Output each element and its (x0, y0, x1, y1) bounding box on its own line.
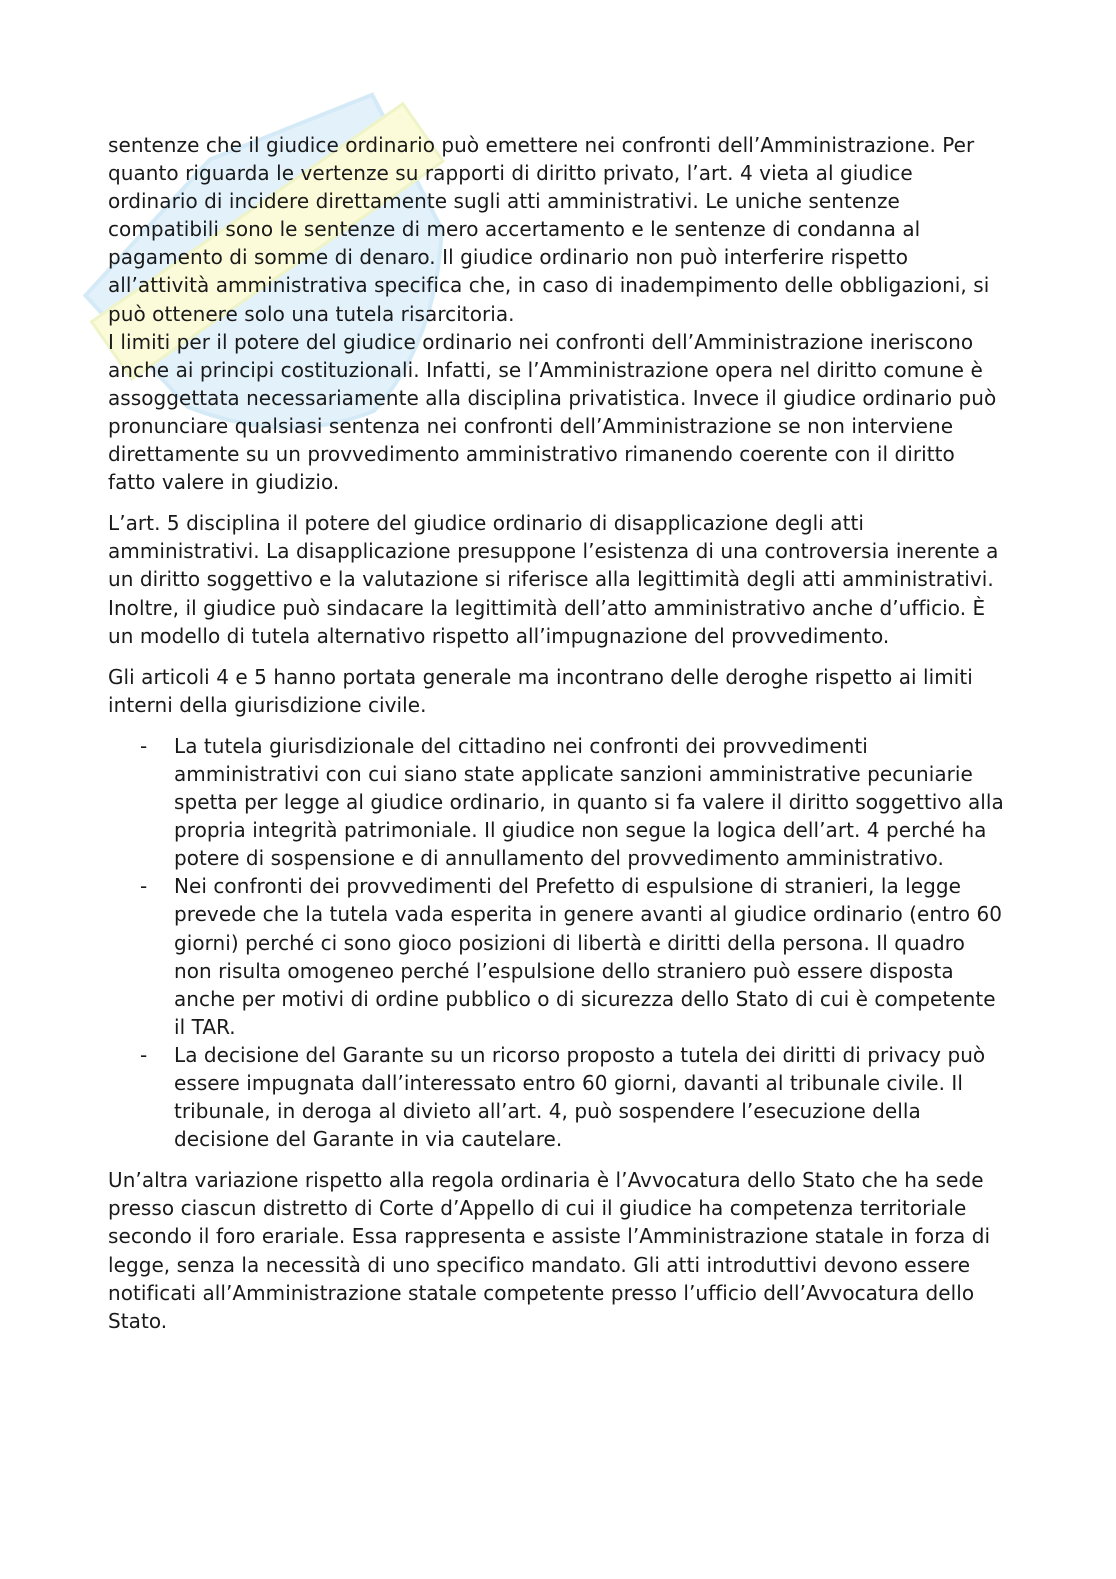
list-dash: - (140, 874, 148, 899)
list-item-text: La tutela giurisdizionale del cittadino nei confronti dei provvedimenti amministrativi con cui siano state applicate sanzioni amministrative pecuniarie spetta per legge al giudice ordinario, in quanto si fa valere il diritto soggettivo alla propria integrità patrimoniale. Il giudice non segue la logica dell’art. 4 perché ha potere di sospensione e di annullamento del provvedimento amministrativo. (174, 733, 1004, 871)
list-item (108, 1041, 1008, 1153)
paragraph-2: L’art. 5 disciplina il potere del giudice ordinario di disapplicazione degli atti amministrativi. La disapplicazione presuppone l’esistenza di una controversia inerente a un diritto soggettivo e la valutazione si riferisce alla legittimità degli atti amministrativi. Inoltre, il giudice può sindacare la legittimità dell’atto amministrativo anche d’ufficio. È un modello di tutela alternativo rispetto all’impugnazione del provvedimento. (108, 511, 999, 648)
derogations-list (108, 732, 1008, 1153)
list-dash: - (140, 733, 148, 758)
paragraph-4: Un’altra variazione rispetto alla regola ordinaria è l’Avvocatura dello Stato che ha sede presso ciascun distretto di Corte d’Appello di cui il giudice ha competenza territoriale secondo il foro erariale. Essa rappresenta e assiste l’Amministrazione statale in forza di legge, senza la necessità di uno specifico mandato. Gli atti introduttivi devono essere notificati all’Amministrazione statale competente presso l’ufficio dell’Avvocatura dello Stato. (108, 1168, 991, 1333)
list-item (108, 732, 1008, 872)
list-item-text: La decisione del Garante su un ricorso proposto a tutela dei diritti di privacy può essere impugnata dall’interessato entro 60 giorni, davanti al tribunale civile. Il tribunale, in deroga al divieto all’art. 4, può sospendere l’esecuzione della decisione del Garante in via cautelare. (174, 1042, 986, 1152)
paragraph-1b: I limiti per il potere del giudice ordinario nei confronti dell’Amministrazione ineriscono anche ai principi costituzionali. Infatti, se l’Amministrazione opera nel diritto comune è assoggettata necessariamente alla disciplina privatistica. Invece il giudice ordinario può pronunciare qualsiasi sentenza nei confronti dell’Amministrazione se non interviene direttamente su un provvedimento amministrativo rimanendo coerente con il diritto fatto valere in giudizio. (108, 329, 997, 495)
list-dash: - (140, 1042, 148, 1067)
paragraph-3: Gli articoli 4 e 5 hanno portata generale ma incontrano delle deroghe rispetto ai limiti interni della giurisdizione civile. (108, 664, 973, 717)
list-item-text: Nei confronti dei provvedimenti del Prefetto di espulsione di stranieri, la legge prevede che la tutela vada esperita in genere avanti al giudice ordinario (entro 60 giorni) perché ci sono gioco posizioni di libertà e diritti della persona. Il quadro non risulta omogeneo perché l’espulsione dello straniero può essere disposta anche per motivi di ordine pubblico o di sicurezza dello Stato di cui è competente il TAR. (174, 874, 1003, 1039)
list-item (108, 872, 1008, 1041)
paragraph-1a: sentenze che il giudice ordinario può emettere nei confronti dell’Amministrazione. Per quanto riguarda le vertenze su rapporti di diritto privato, l’art. 4 vieta al giudice ordinario di incidere direttamente sugli atti amministrativi. Le uniche sentenze compatibili sono le sentenze di mero accertamento e le sentenze di condanna al pagamento di somme di denaro. Il giudice ordinario non può interferire rispetto all’attività amministrativa specifica che, in caso di inadempimento delle obbligazioni, si può ottenere solo una tutela risarcitoria. (108, 133, 990, 326)
document-body (108, 131, 1008, 1335)
